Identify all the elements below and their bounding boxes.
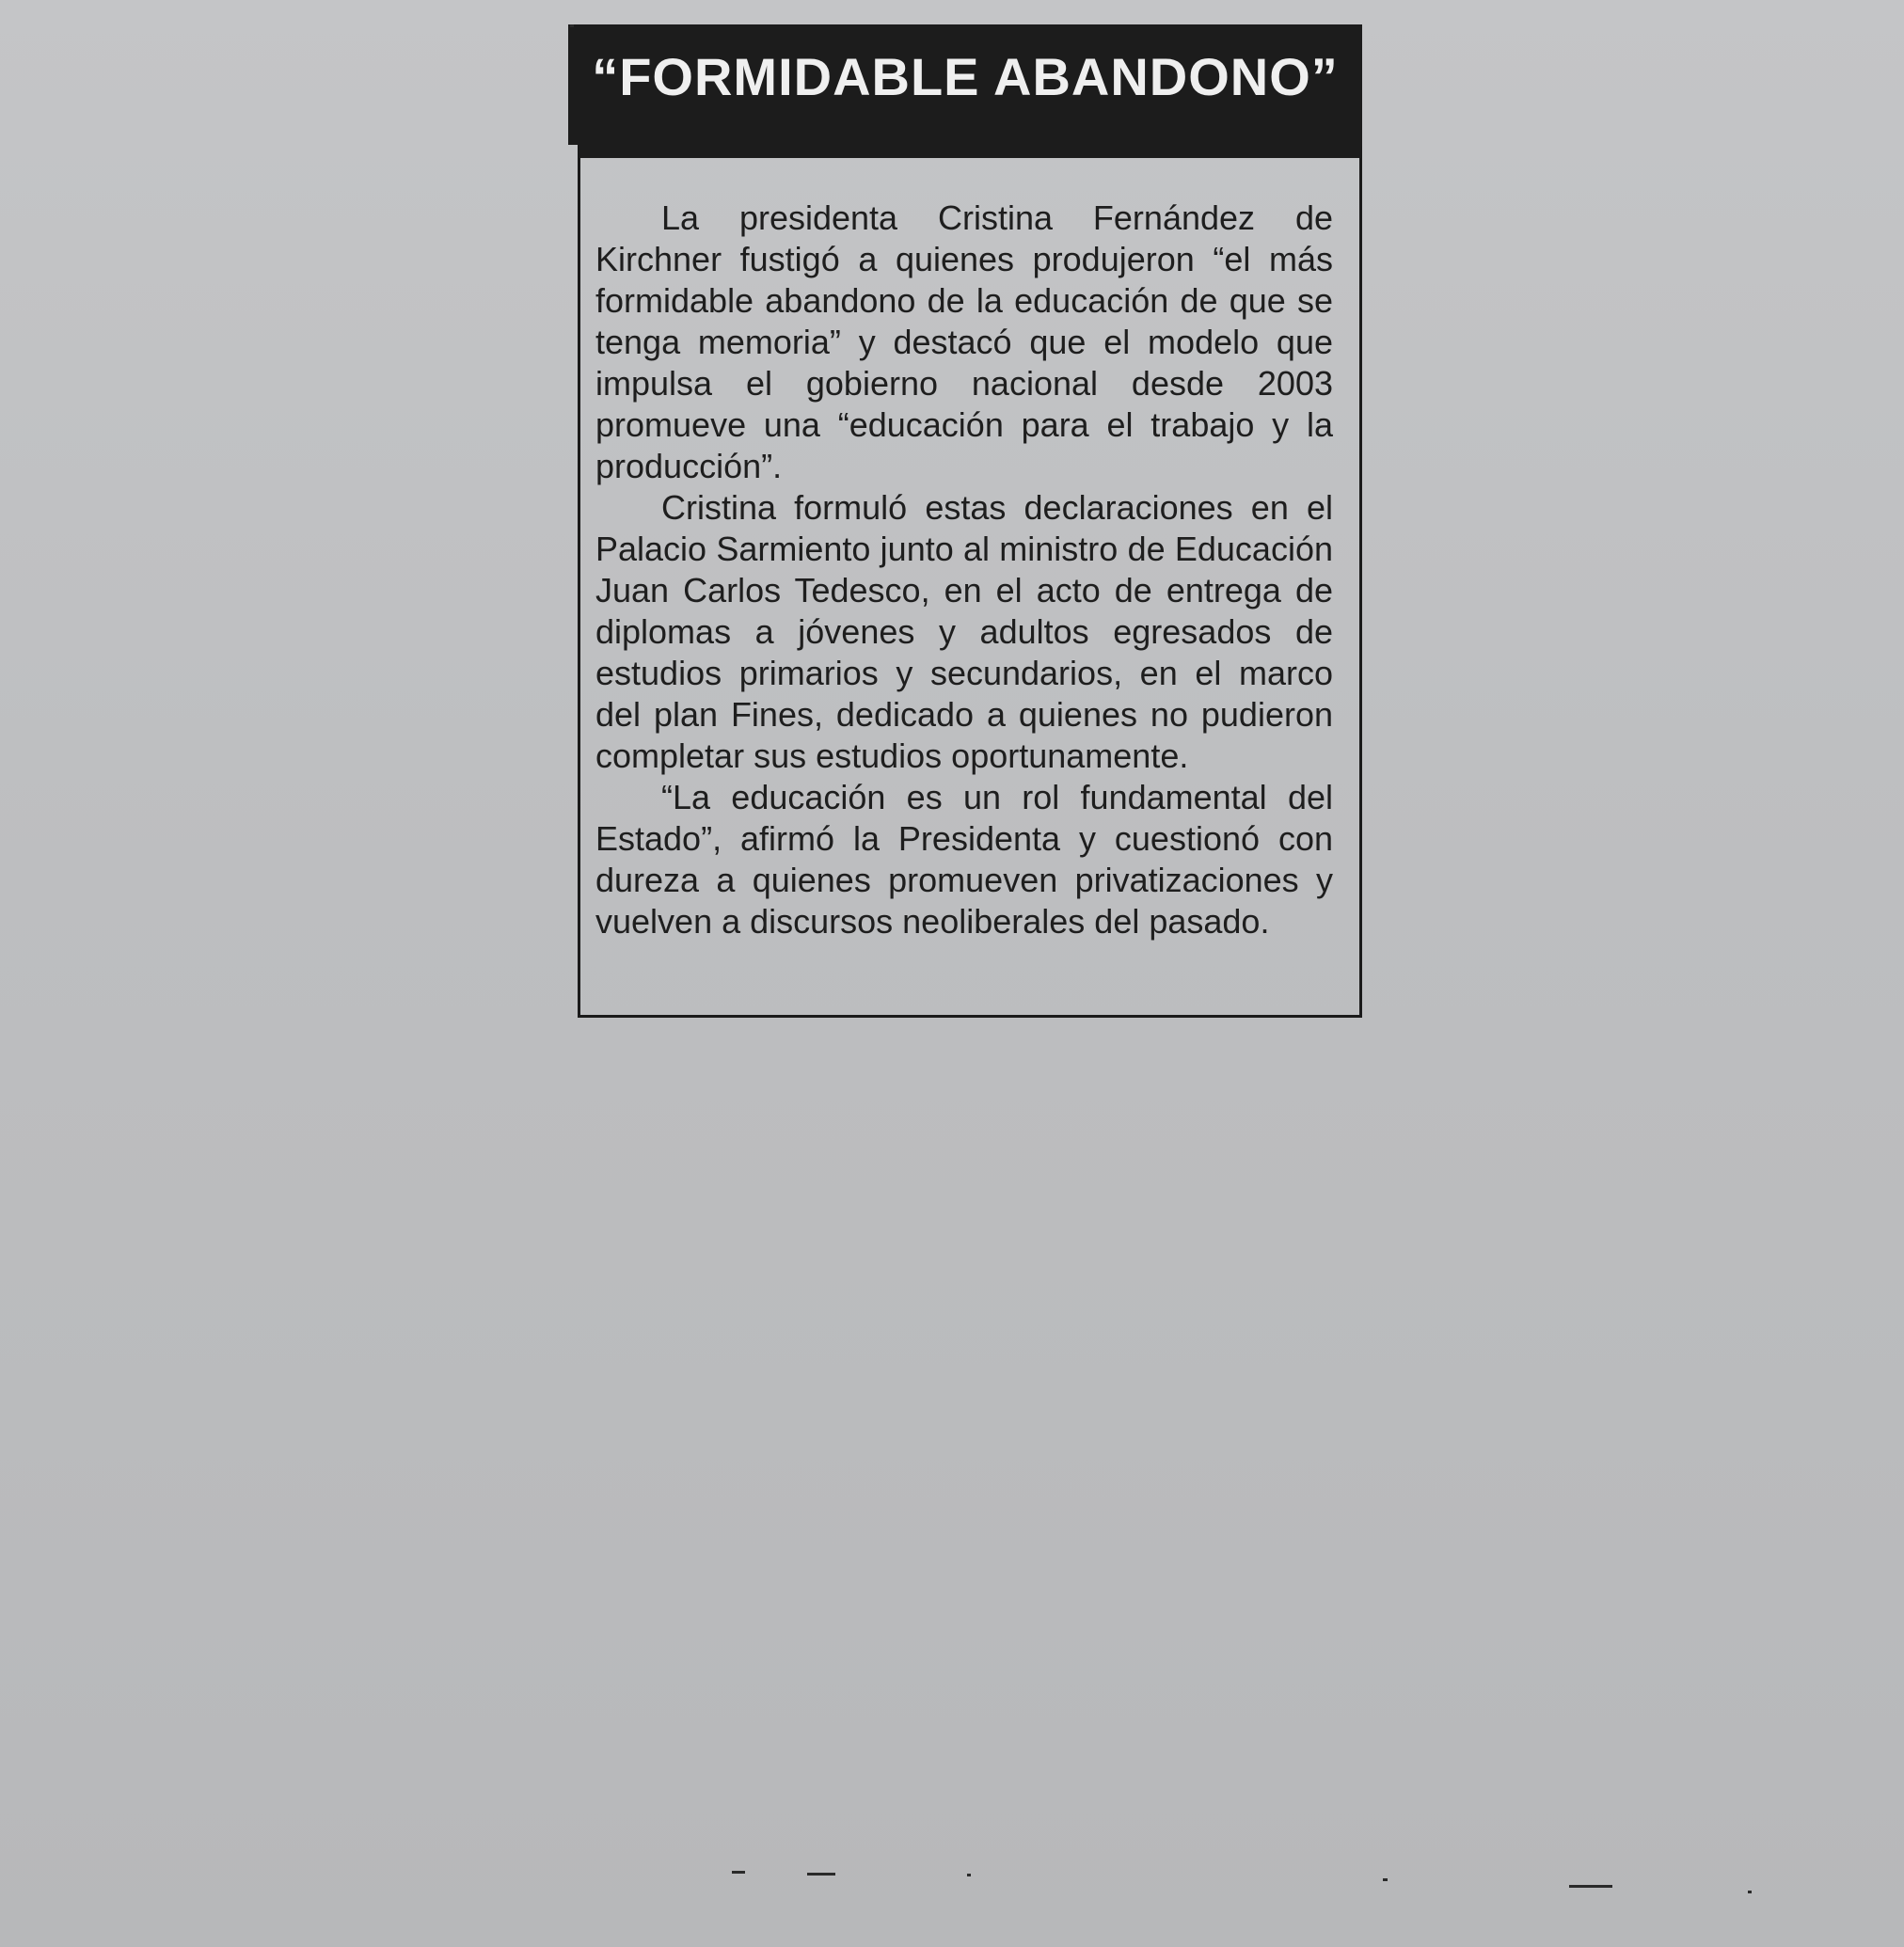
speck [1383, 1878, 1388, 1881]
headline-bar [568, 24, 1362, 145]
speck [1748, 1891, 1752, 1893]
article-text [595, 198, 1333, 942]
speck [1569, 1885, 1612, 1888]
newspaper-clipping [568, 24, 1362, 991]
paragraph-3: “La educación es un rol fundamental del Estado”, afirmó la Presidenta y cuestionó con dureza a quienes promueven privatizaciones y vuelven a discursos neoliberales del pasado. [595, 778, 1333, 941]
speck [807, 1873, 835, 1876]
speck [967, 1874, 971, 1876]
speck [570, 24, 574, 27]
paragraph-1: La presidenta Cristina Fernández de Kirchner fustigó a quienes produjeron “el más formidable abandono de la educación de que se tenga memoria” y destacó que el modelo que impulsa el gobierno nacional desde 2003 promueve una “educación para el trabajo y la producción”. [595, 198, 1333, 485]
speck [732, 1871, 745, 1874]
article-body-box [578, 145, 1362, 1018]
paragraph-2: Cristina formuló estas declaraciones en el Palacio Sarmiento junto al ministro de Educación Juan Carlos Tedesco, en el acto de entrega de diplomas a jóvenes y adultos egresados de estudios primarios y secundarios, en el marco del plan Fines, dedicado a quienes no pudieron completar sus estudios oportunamente. [595, 488, 1333, 775]
headline: “FORMIDABLE ABANDONO” [592, 47, 1339, 106]
